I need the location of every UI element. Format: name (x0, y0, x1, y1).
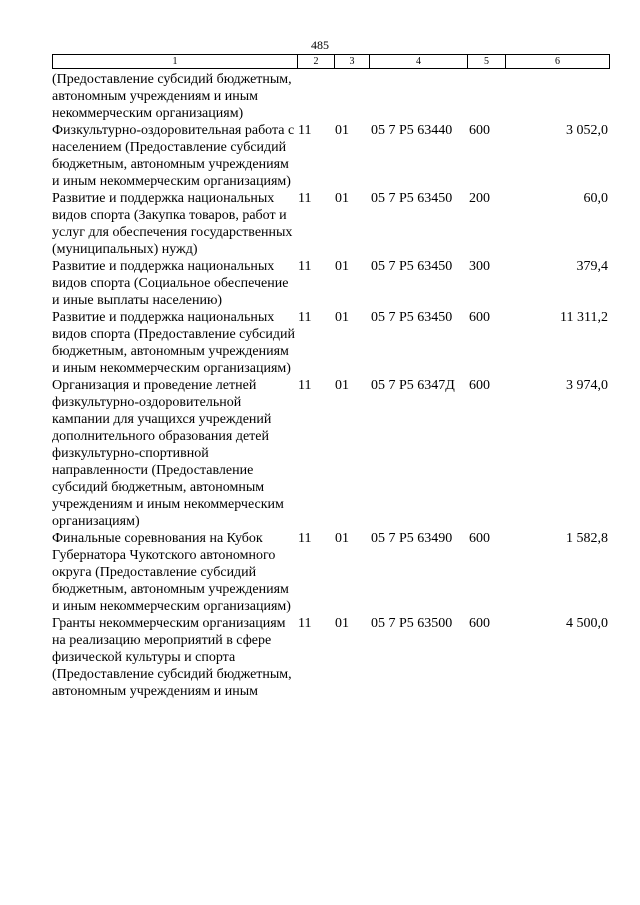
row-subsection-cell: 01 (335, 310, 349, 325)
column-header-2: 2 (298, 55, 335, 69)
row-target-code-cell: 05 7 Р5 63450 (371, 310, 453, 325)
page-number: 485 (311, 38, 329, 52)
row-section-cell (297, 71, 334, 122)
row-section-cell: 11 (298, 310, 312, 325)
row-section-cell: 11 (298, 191, 312, 206)
row-amount-cell: 4 500,0 (566, 616, 608, 631)
row-target-code-cell: 05 7 Р5 63490 (371, 531, 453, 546)
row-subsection-cell: 01 (335, 616, 349, 631)
row-section-cell: 11 (298, 531, 312, 546)
row-name-cell: Финальные соревнования на Кубок Губернатора Чукотского автономного округа (Предоставление субсидий бюджетным, автономным учреждениям и иным некоммерческим организациям) (52, 531, 291, 614)
row-section-cell: 11 (298, 123, 312, 138)
row-expense-type-cell: 200 (469, 191, 490, 206)
row-target-code-cell: 05 7 Р5 63450 (371, 259, 453, 274)
row-target-code-cell: 05 7 Р5 6347Д (371, 378, 455, 393)
column-header-1: 1 (53, 55, 298, 69)
row-name-cell: Развитие и поддержка национальных видов спорта (Закупка товаров, работ и услуг для обеспечения государственных (муниципальных) нужд) (52, 191, 293, 257)
column-header-3: 3 (335, 55, 370, 69)
table-row (52, 377, 609, 530)
row-expense-type-cell: 300 (469, 259, 490, 274)
row-name-cell: (Предоставление субсидий бюджетным, автономным учреждениям и иным некоммерческим организациям) (52, 72, 292, 121)
row-subsection-cell: 01 (335, 123, 349, 138)
row-expense-type-cell: 600 (469, 616, 490, 631)
table-row (52, 71, 609, 122)
budget-table (52, 71, 609, 700)
row-amount-cell: 3 052,0 (566, 123, 608, 138)
row-amount-cell: 60,0 (583, 191, 608, 206)
column-header-6: 6 (506, 55, 610, 69)
row-section-cell: 11 (298, 259, 312, 274)
row-subsection-cell: 01 (335, 531, 349, 546)
table-row (52, 530, 609, 615)
column-header-row (52, 54, 610, 69)
table-row (52, 122, 609, 190)
row-amount-cell: 3 974,0 (566, 378, 608, 393)
row-target-code-cell (369, 71, 467, 122)
row-name-cell: Организация и проведение летней физкультурно-оздоровительной кампании для учащихся учреждений дополнительного образования детей физкультурно-спортивной направленности (Предоставление субсидий бюджетным, автономным учреждениям и иным некоммерческим организациям) (52, 378, 284, 529)
row-name-cell: Развитие и поддержка национальных видов спорта (Социальное обеспечение и иные выплаты населению) (52, 259, 289, 308)
row-subsection-cell: 01 (335, 378, 349, 393)
table-row (52, 615, 609, 700)
column-header-4: 4 (370, 55, 468, 69)
row-expense-type-cell: 600 (469, 310, 490, 325)
row-target-code-cell: 05 7 Р5 63450 (371, 191, 453, 206)
table-row (52, 190, 609, 258)
row-name-cell: Гранты некоммерческим организациям на реализацию мероприятий в сфере физической культуры и спорта (Предоставление субсидий бюджетным, автономным учреждениям и иным (52, 616, 292, 699)
row-subsection-cell (334, 71, 369, 122)
row-amount-cell: 11 311,2 (560, 310, 608, 325)
row-target-code-cell: 05 7 Р5 63500 (371, 616, 453, 631)
row-amount-cell (505, 71, 609, 122)
row-name-cell: Физкультурно-оздоровительная работа с населением (Предоставление субсидий бюджетным, автономным учреждениям и иным некоммерческим организациям) (52, 123, 295, 189)
row-expense-type-cell: 600 (469, 531, 490, 546)
row-subsection-cell: 01 (335, 259, 349, 274)
row-name-cell: Развитие и поддержка национальных видов спорта (Предоставление субсидий бюджетным, автономным учреждениям и иным некоммерческим организациям) (52, 310, 295, 376)
table-row (52, 258, 609, 309)
column-header-5: 5 (468, 55, 506, 69)
row-expense-type-cell (467, 71, 505, 122)
row-amount-cell: 1 582,8 (566, 531, 608, 546)
row-expense-type-cell: 600 (469, 378, 490, 393)
table-row (52, 309, 609, 377)
row-section-cell: 11 (298, 616, 312, 631)
row-expense-type-cell: 600 (469, 123, 490, 138)
row-amount-cell: 379,4 (576, 259, 608, 274)
row-section-cell: 11 (298, 378, 312, 393)
row-subsection-cell: 01 (335, 191, 349, 206)
row-target-code-cell: 05 7 Р5 63440 (371, 123, 453, 138)
